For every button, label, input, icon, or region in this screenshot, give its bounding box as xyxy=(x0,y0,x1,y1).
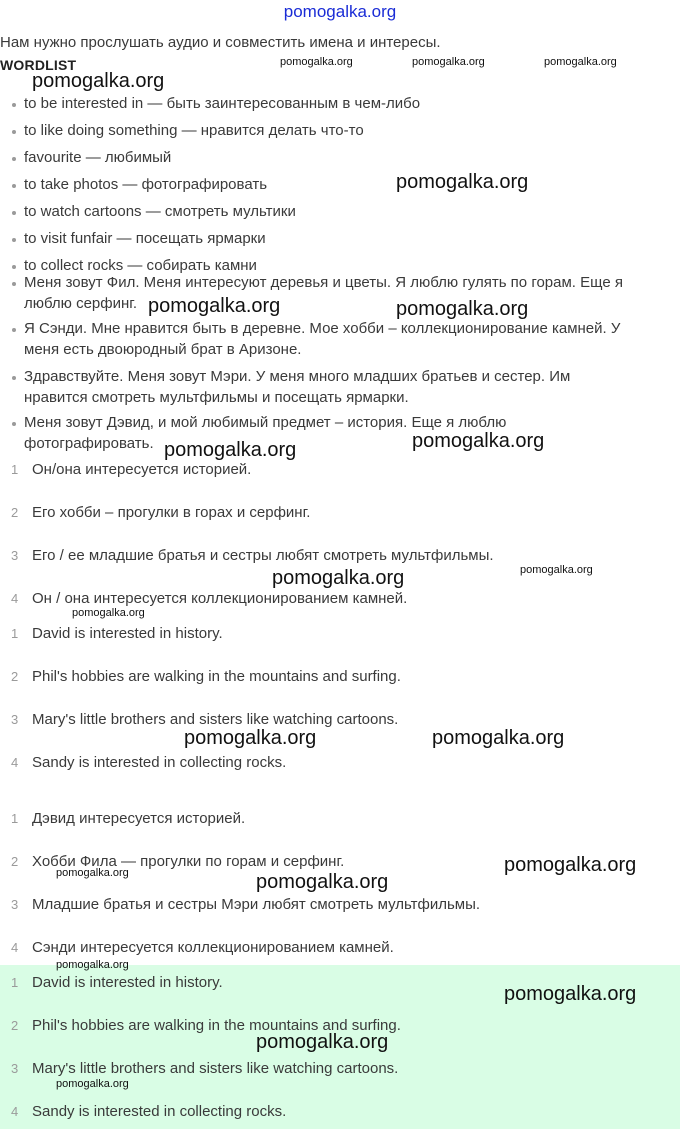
item-number: 4 xyxy=(11,940,19,955)
site-title[interactable]: pomogalka.org xyxy=(283,2,397,21)
translation-line: Меня зовут Дэвид, и мой любимый предмет – история. Еще я люблю xyxy=(24,414,507,431)
bullet-icon xyxy=(12,238,16,242)
watermark: pomogalka.org xyxy=(396,298,529,320)
watermark: pomogalka.org xyxy=(148,295,281,317)
item-number: 1 xyxy=(11,462,19,477)
watermark: pomogalka.org xyxy=(272,567,405,589)
watermark: pomogalka.org xyxy=(56,1078,129,1090)
answer-translation: Сэнди интересуется коллекционированием камней. xyxy=(32,939,394,956)
bullet-icon xyxy=(12,328,16,332)
item-number: 2 xyxy=(11,1018,19,1033)
watermark: pomogalka.org xyxy=(280,56,353,68)
list-item: to watch cartoons — смотреть мультики xyxy=(24,203,296,220)
watermark: pomogalka.org xyxy=(56,959,129,971)
bullet-icon xyxy=(12,282,16,286)
translation-line: нравится смотреть мультфильмы и посещать ярмарки. xyxy=(24,389,409,406)
list-item: to take photos — фотографировать xyxy=(24,176,268,193)
watermark: pomogalka.org xyxy=(504,854,637,876)
bullet-icon xyxy=(12,211,16,215)
bullet-icon xyxy=(12,157,16,161)
translation-line: Я Сэнди. Мне нравится быть в деревне. Мое хобби – коллекционирование камней. У xyxy=(24,320,621,337)
bullet-icon xyxy=(12,422,16,426)
item-number: 2 xyxy=(11,854,19,869)
bullet-icon xyxy=(12,376,16,380)
item-number: 1 xyxy=(11,626,19,641)
intro-text: Нам нужно прослушать аудио и совместить имена и интересы. xyxy=(0,34,441,51)
watermark: pomogalka.org xyxy=(184,727,317,749)
wordlist-heading: WORDLIST xyxy=(0,57,77,73)
item-number: 1 xyxy=(11,811,19,826)
list-item: to like doing something — нравится делать что-то xyxy=(24,122,364,139)
watermark: pomogalka.org xyxy=(164,439,297,461)
watermark: pomogalka.org xyxy=(520,564,593,576)
watermark: pomogalka.org xyxy=(72,607,145,619)
watermark: pomogalka.org xyxy=(432,727,565,749)
final-answer-item: David is interested in history. xyxy=(32,974,223,991)
item-number: 3 xyxy=(11,1061,19,1076)
watermark: pomogalka.org xyxy=(256,1031,389,1053)
watermark: pomogalka.org xyxy=(32,70,165,92)
task-item: Он/она интересуется историей. xyxy=(32,461,252,478)
watermark: pomogalka.org xyxy=(544,56,617,68)
list-item: to be interested in — быть заинтересованным в чем-либо xyxy=(24,95,421,112)
final-answer-item: Phil's hobbies are walking in the mountains and surfing. xyxy=(32,1017,401,1034)
item-number: 2 xyxy=(11,505,19,520)
answer-item: Sandy is interested in collecting rocks. xyxy=(32,754,287,771)
answer-item: David is interested in history. xyxy=(32,625,223,642)
item-number: 2 xyxy=(11,669,19,684)
answer-translation: Хобби Фила — прогулки по горам и серфинг. xyxy=(32,853,345,870)
item-number: 4 xyxy=(11,755,19,770)
list-item: to collect rocks — собирать камни xyxy=(24,257,257,274)
watermark: pomogalka.org xyxy=(412,430,545,452)
item-number: 3 xyxy=(11,897,19,912)
item-number: 3 xyxy=(11,548,19,563)
task-item: Он / она интересуется коллекционированием камней. xyxy=(32,590,408,607)
translation-line: меня есть двоюродный брат в Аризоне. xyxy=(24,341,302,358)
translation-line: люблю серфинг. xyxy=(24,295,138,312)
bullet-icon xyxy=(12,184,16,188)
bullet-icon xyxy=(12,130,16,134)
task-item: Его хобби – прогулки в горах и серфинг. xyxy=(32,504,311,521)
bullet-icon xyxy=(12,265,16,269)
list-item: favourite — любимый xyxy=(24,149,172,166)
final-answer-item: Sandy is interested in collecting rocks. xyxy=(32,1103,287,1120)
item-number: 4 xyxy=(11,591,19,606)
answer-item: Phil's hobbies are walking in the mountains and surfing. xyxy=(32,668,401,685)
item-number: 4 xyxy=(11,1104,19,1119)
watermark: pomogalka.org xyxy=(256,871,389,893)
answer-translation: Младшие братья и сестры Мэри любят смотреть мультфильмы. xyxy=(32,896,481,913)
watermark: pomogalka.org xyxy=(396,171,529,193)
list-item: to visit funfair — посещать ярмарки xyxy=(24,230,266,247)
translation-line: Меня зовут Фил. Меня интересуют деревья и цветы. Я люблю гулять по горам. Еще я xyxy=(24,274,623,291)
answer-item: Mary's little brothers and sisters like watching cartoons. xyxy=(32,711,399,728)
watermark: pomogalka.org xyxy=(56,867,129,879)
item-number: 3 xyxy=(11,712,19,727)
translation-line: фотографировать. xyxy=(24,435,154,452)
bullet-icon xyxy=(12,103,16,107)
watermark: pomogalka.org xyxy=(412,56,485,68)
item-number: 1 xyxy=(11,975,19,990)
final-answer-item: Mary's little brothers and sisters like watching cartoons. xyxy=(32,1060,399,1077)
answer-translation: Дэвид интересуется историей. xyxy=(32,810,246,827)
translation-line: Здравствуйте. Меня зовут Мэри. У меня много младших братьев и сестер. Им xyxy=(24,368,571,385)
task-item: Его / ее младшие братья и сестры любят смотреть мультфильмы. xyxy=(32,547,494,564)
watermark: pomogalka.org xyxy=(504,983,637,1005)
